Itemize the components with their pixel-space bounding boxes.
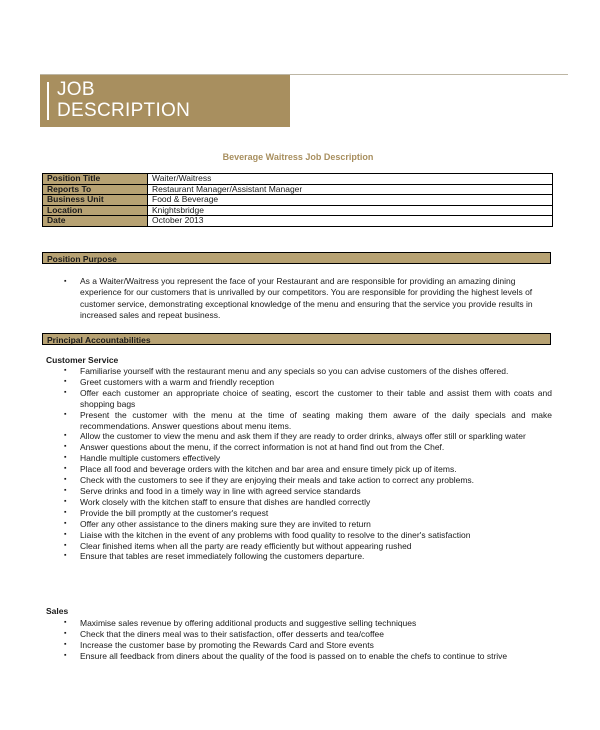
bullet-icon: ▪: [64, 640, 67, 648]
position-purpose-heading: Position Purpose: [42, 252, 551, 264]
bullet-icon: ▪: [64, 508, 67, 516]
bullet-icon: ▪: [64, 476, 67, 484]
list-item-text: Place all food and beverage orders with the kitchen and bar area and ensure timely pick up of items.: [80, 464, 457, 475]
bullet-icon: ▪: [64, 367, 67, 374]
list-item-text: Check that the diners meal was to their satisfaction, offer desserts and tea/coffee: [80, 628, 384, 639]
list-item-text: Offer any other assistance to the diners making sure they are invited to return: [80, 518, 371, 529]
list-item-text: Handle multiple customers effectively: [80, 453, 221, 464]
title-banner: [40, 75, 290, 127]
list-item-text: Greet customers with a warm and friendly reception: [80, 376, 275, 387]
row-value: Food & Beverage: [148, 195, 553, 206]
list-item-text: Present the customer with the menu at the time of seating making them aware of the daily specials and make recommendations. Answer questions about menu items.: [80, 409, 552, 431]
row-value: Restaurant Manager/Assistant Manager: [148, 184, 553, 195]
banner-accent-bar: [47, 82, 49, 120]
bullet-icon: ▪: [64, 619, 67, 626]
row-label: Position Title: [43, 174, 148, 185]
list-item: [62, 530, 552, 541]
list-item: [62, 508, 552, 519]
bullet-icon: ▪: [64, 486, 67, 494]
bullet-icon: ▪: [64, 651, 67, 659]
bullet-icon: ▪: [64, 497, 67, 505]
banner-line-1: JOB: [57, 79, 95, 100]
sales-list: [62, 618, 552, 662]
list-item: [62, 377, 552, 388]
list-item: [62, 431, 552, 442]
list-item-text: Ensure all feedback from diners about the quality of the food is passed on to enable the chefs to continue to strive: [80, 650, 508, 661]
bullet-icon: ▪: [64, 465, 67, 473]
list-item-text: Offer each customer an appropriate choice of seating, escort the customer to their table and assist them with coats and shopping bags: [80, 387, 552, 409]
list-item: [62, 410, 552, 432]
document-title: Beverage Waitress Job Description: [222, 152, 374, 162]
list-item: [62, 497, 552, 508]
list-item-text: Allow the customer to view the menu and ask them if they are ready to order drinks, always offer still or sparkling water: [80, 431, 526, 442]
position-purpose-text: As a Waiter/Waitress you represent the face of your Restaurant and are responsible for providing an amazing dining experience for our customers that is unrivalled by our competitors. You are responsible for providing the highest levels of customer service, demonstrating exceptional knowledge of the menu and ensuring that the service you provide results in increased sales and repeat business.: [80, 276, 533, 321]
list-item: [62, 551, 552, 562]
list-item-text: Familiarise yourself with the restaurant menu and any specials so you can advise customers of the dishes offered.: [80, 366, 509, 376]
sales-heading: Sales: [46, 606, 69, 616]
bullet-icon: ▪: [64, 530, 67, 538]
list-item: [62, 486, 552, 497]
list-item: [62, 442, 552, 453]
list-item-text: Answer questions about the menu, if the correct information is not at hand find out from the Chef.: [80, 442, 445, 453]
list-item-text: Ensure that tables are reset immediately following the customers departure.: [80, 551, 365, 562]
bullet-icon: ▪: [64, 410, 67, 418]
customer-service-list: [62, 366, 552, 562]
list-item-text: Clear finished items when all the party are ready efficiently but without appearing rushed: [80, 540, 412, 551]
list-item-text: Increase the customer base by promoting the Rewards Card and Store events: [80, 639, 374, 650]
row-label: Reports To: [43, 184, 148, 195]
row-label: Date: [43, 216, 148, 227]
list-item-text: Provide the bill promptly at the customer's request: [80, 507, 269, 518]
list-item-text: Serve drinks and food in a timely way in line with agreed service standards: [80, 485, 361, 496]
list-item-text: Liaise with the kitchen in the event of any problems with food quality to resolve to the diner's satisfaction: [80, 529, 471, 540]
row-label: Location: [43, 205, 148, 216]
table-row: [43, 174, 553, 185]
bullet-icon: ▪: [64, 443, 67, 451]
list-item: [62, 453, 552, 464]
banner-line-2: DESCRIPTION: [57, 100, 191, 121]
bullet-icon: ▪: [64, 541, 67, 549]
bullet-icon: ▪: [64, 432, 67, 440]
list-item: [62, 541, 552, 552]
table-row: [43, 195, 553, 206]
row-value: October 2013: [148, 216, 553, 227]
list-item-text: Maximise sales revenue by offering additional products and suggestive selling techniques: [80, 618, 417, 628]
table-row: [43, 184, 553, 195]
bullet-icon: ▪: [64, 278, 67, 285]
list-item: [62, 651, 552, 662]
principal-accountabilities-heading: Principal Accountabilities: [42, 333, 551, 345]
row-value: Waiter/Waitress: [148, 174, 553, 185]
bullet-icon: ▪: [64, 552, 67, 560]
bullet-icon: ▪: [64, 629, 67, 637]
list-item-text: Check with the customers to see if they are enjoying their meals and take action to correct any problems.: [80, 475, 475, 486]
list-item: [62, 618, 552, 629]
row-label: Business Unit: [43, 195, 148, 206]
bullet-icon: ▪: [64, 454, 67, 462]
row-value: Knightsbridge: [148, 205, 553, 216]
position-info-table: [42, 173, 553, 227]
list-item: [62, 388, 552, 410]
table-row: [43, 205, 553, 216]
list-item: [62, 464, 552, 475]
bullet-icon: ▪: [64, 388, 67, 396]
bullet-icon: ▪: [64, 377, 67, 385]
list-item: [62, 366, 552, 377]
list-item: [62, 629, 552, 640]
bullet-icon: ▪: [64, 519, 67, 527]
table-row: [43, 216, 553, 227]
list-item: [62, 519, 552, 530]
list-item: [62, 640, 552, 651]
list-item-text: Work closely with the kitchen staff to ensure that dishes are handled correctly: [80, 496, 371, 507]
list-item: [62, 475, 552, 486]
customer-service-heading: Customer Service: [46, 355, 119, 365]
